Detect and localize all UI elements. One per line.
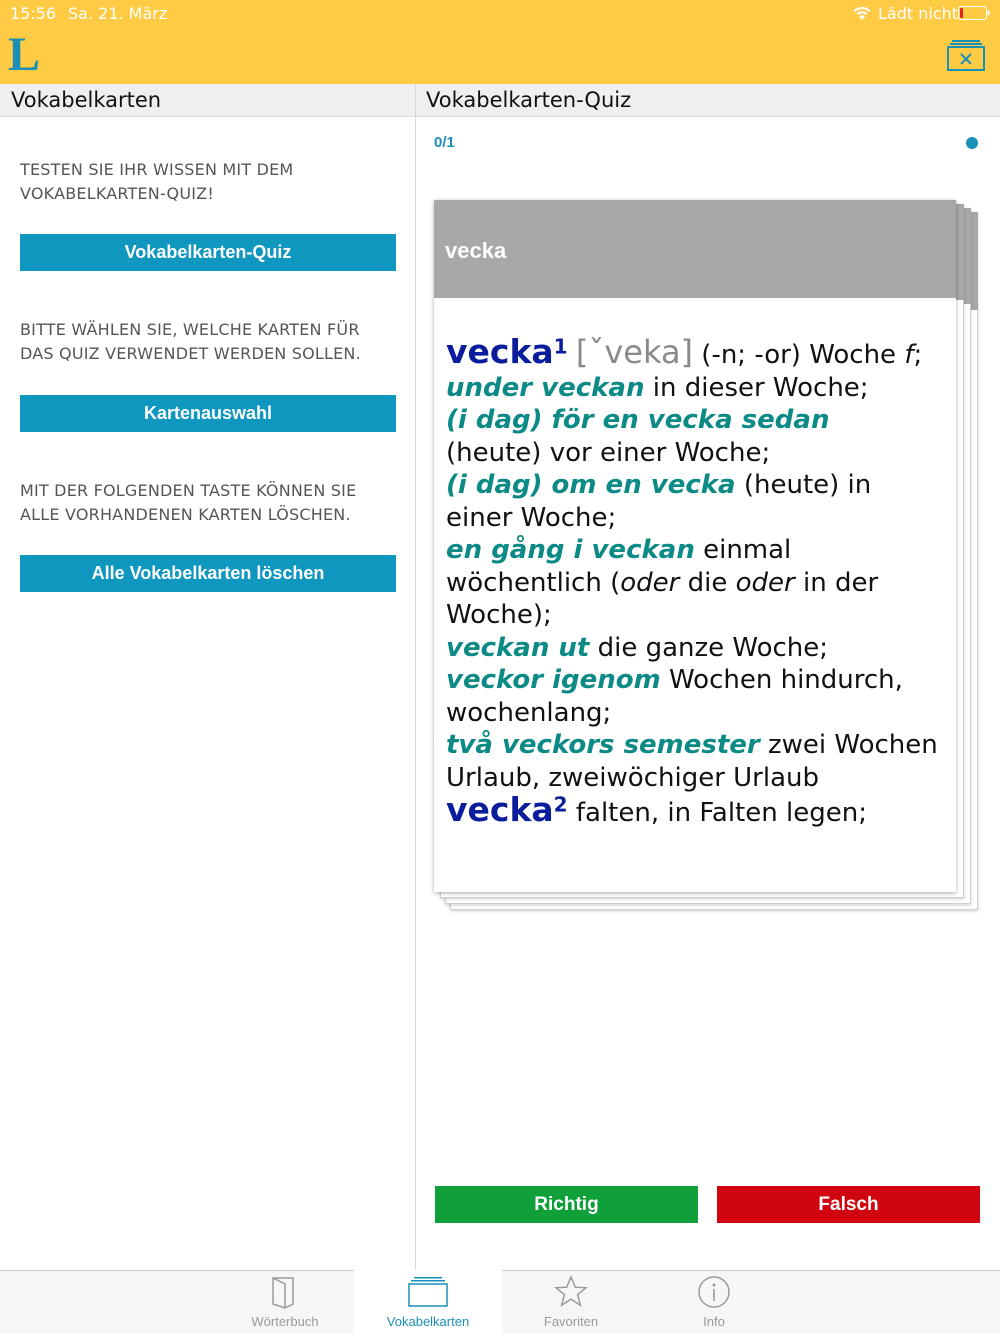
example-phrase: en gång i veckan [446, 535, 695, 565]
tab-label: Wörterbuch [251, 1314, 319, 1329]
book-icon [269, 1274, 301, 1310]
example-translation: Wochen hindurch, wochenlang; [446, 665, 903, 728]
wifi-icon [852, 5, 872, 21]
example-translation: die ganze Woche; [589, 632, 829, 663]
translation-mid: die [679, 567, 736, 598]
example-phrase: veckan ut [446, 632, 590, 663]
example-translation: (heute) vor einer Woche; [446, 437, 771, 468]
panel-divider [415, 84, 416, 1270]
oder-2: oder [735, 567, 795, 598]
card-selection-button[interactable]: Kartenauswahl [20, 395, 396, 432]
example-translation: in dieser Woche; [644, 372, 869, 403]
oder-1: oder [620, 567, 680, 598]
vocab-card[interactable] [434, 200, 956, 892]
next-translation: falten, in Falten legen; [567, 798, 867, 828]
next-headword: vecka [446, 790, 554, 829]
cards-icon [407, 1274, 449, 1308]
homograph-number: 1 [553, 334, 568, 359]
quiz-button[interactable]: Vokabelkarten-Quiz [20, 234, 396, 271]
svg-text:L: L [8, 30, 41, 74]
tab-info[interactable] [644, 1270, 784, 1334]
delete-instruction: MIT DER FOLGENDEN TASTE KÖNNEN SIE ALLE VORHANDENEN KARTEN LÖSCHEN. [20, 481, 357, 524]
close-cards-icon[interactable] [946, 38, 986, 72]
progress-indicator [966, 137, 978, 149]
next-homograph-number: 2 [553, 792, 568, 817]
tab-favoriten[interactable] [502, 1270, 640, 1334]
gender-end: ; [913, 340, 923, 370]
battery-icon [958, 6, 990, 20]
charge-status: Lädt nicht [878, 4, 959, 23]
tab-woerterbuch[interactable] [215, 1270, 355, 1334]
delete-all-cards-button[interactable]: Alle Vokabelkarten löschen [20, 555, 396, 592]
quiz-progress: 0/1 [434, 134, 455, 151]
correct-button[interactable]: Richtig [435, 1186, 698, 1223]
headword: vecka [446, 332, 554, 371]
status-time: 15:56 [10, 4, 57, 23]
example-translation: einmal wöchentlich ( [446, 535, 792, 598]
example-phrase: (i dag) för en vecka sedan [446, 405, 830, 435]
tab-vokabelkarten[interactable] [354, 1270, 502, 1334]
translation-end: in der Woche); [446, 567, 879, 630]
example-phrase: (i dag) om en vecka [446, 470, 736, 500]
dictionary-entry [446, 332, 942, 830]
langenscheidt-logo [8, 30, 48, 74]
tab-label: Favoriten [543, 1314, 599, 1329]
gender: f [904, 340, 914, 370]
example-translation: (heute) in einer Woche; [446, 470, 872, 533]
left-panel-title: Vokabelkarten [0, 84, 415, 117]
example-phrase: två veckors semester [446, 730, 760, 760]
pronunciation: [ˇveka] [575, 333, 694, 371]
example-translation: zwei Wochen Urlaub, zweiwöchiger Urlaub [446, 730, 938, 793]
card-header [434, 200, 956, 298]
tab-label: Vokabelkarten [386, 1314, 470, 1329]
right-panel-title: Vokabelkarten-Quiz [416, 84, 1000, 117]
grammar-info: (-n; -or) Woche [701, 340, 897, 370]
wrong-button[interactable]: Falsch [717, 1186, 980, 1223]
quiz-instruction: TESTEN SIE IHR WISSEN MIT DEM VOKABELKARTEN-QUIZ! [20, 160, 294, 203]
select-instruction: BITTE WÄHLEN SIE, WELCHE KARTEN FÜR DAS QUIZ VERWENDET WERDEN SOLLEN. [20, 320, 361, 363]
card-word: vecka [445, 238, 507, 263]
example-phrase: under veckan [446, 372, 645, 403]
info-icon [696, 1274, 732, 1310]
tab-label: Info [703, 1314, 725, 1329]
example-phrase: veckor igenom [446, 665, 661, 695]
star-icon [553, 1274, 589, 1310]
status-date: Sa. 21. März [68, 4, 168, 23]
